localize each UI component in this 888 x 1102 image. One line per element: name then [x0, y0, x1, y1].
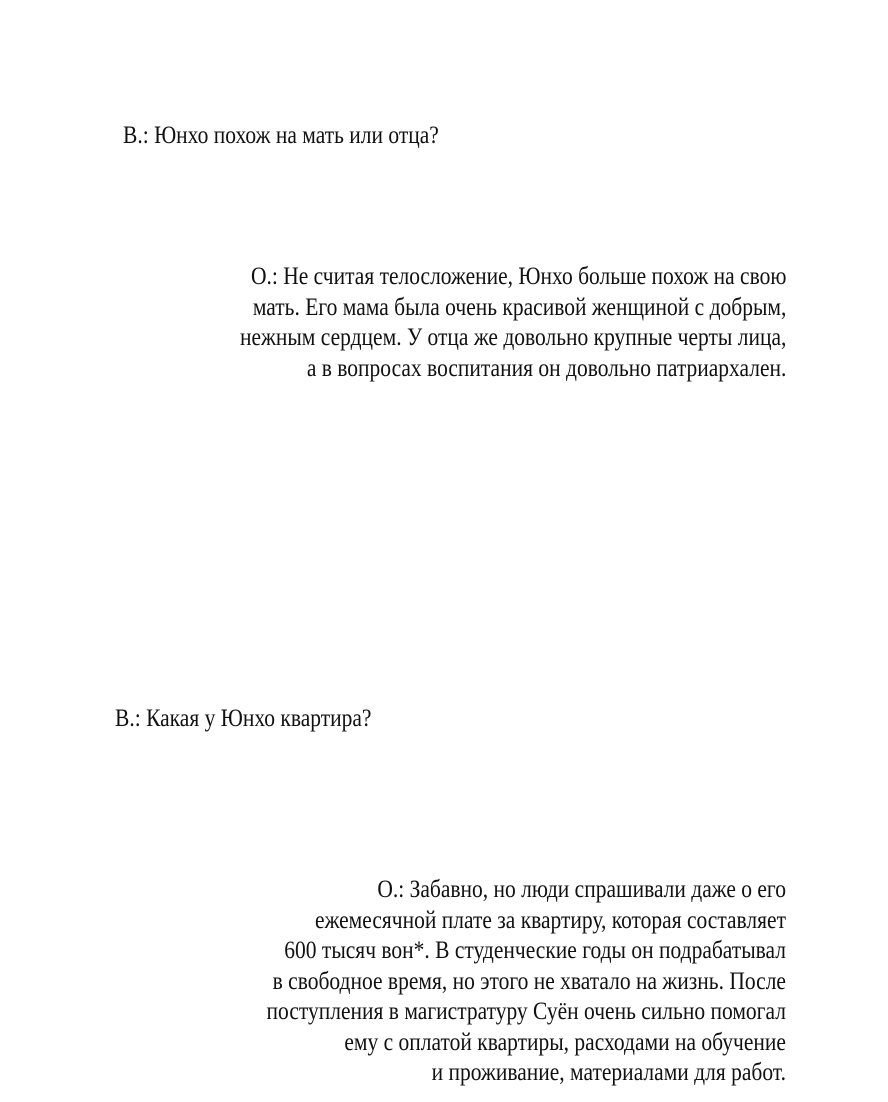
answer-1-line: О.: Не считая телосложение, Юнхо больше похож на свою: [250, 263, 787, 290]
answer-2-line: в свободное время, но этого не хватало на жизнь. После: [272, 967, 786, 995]
question-2: В.: Какая у Юнхо квартира?: [115, 705, 372, 732]
answer-2-line: поступления в магистратуру Суён очень сильно помогал: [266, 998, 786, 1025]
answer-1-line: а в вопросах воспитания он довольно патриархален.: [306, 354, 786, 382]
answer-2-line: 600 тысяч вон*. В студенческие годы он подрабатывал: [284, 937, 786, 964]
answer-2-line: и проживание, материалами для работ.: [431, 1059, 786, 1086]
answer-2-line: ежемесячной плате за квартиру, которая составляет: [315, 906, 786, 934]
answer-2: [267, 875, 786, 1089]
answer-2-line: О.: Забавно, но люди спрашивали даже о его: [377, 876, 786, 903]
answer-1-line: нежным сердцем. У отца же довольно крупные черты лица,: [239, 324, 786, 351]
question-1: В.: Юнхо похож на мать или отца?: [123, 122, 439, 149]
answer-1-line: мать. Его мама была очень красивой женщиной с добрым,: [252, 293, 787, 321]
answer-2-line: ему с оплатой квартиры, расходами на обучение: [344, 1028, 786, 1056]
answer-1: [240, 262, 786, 384]
